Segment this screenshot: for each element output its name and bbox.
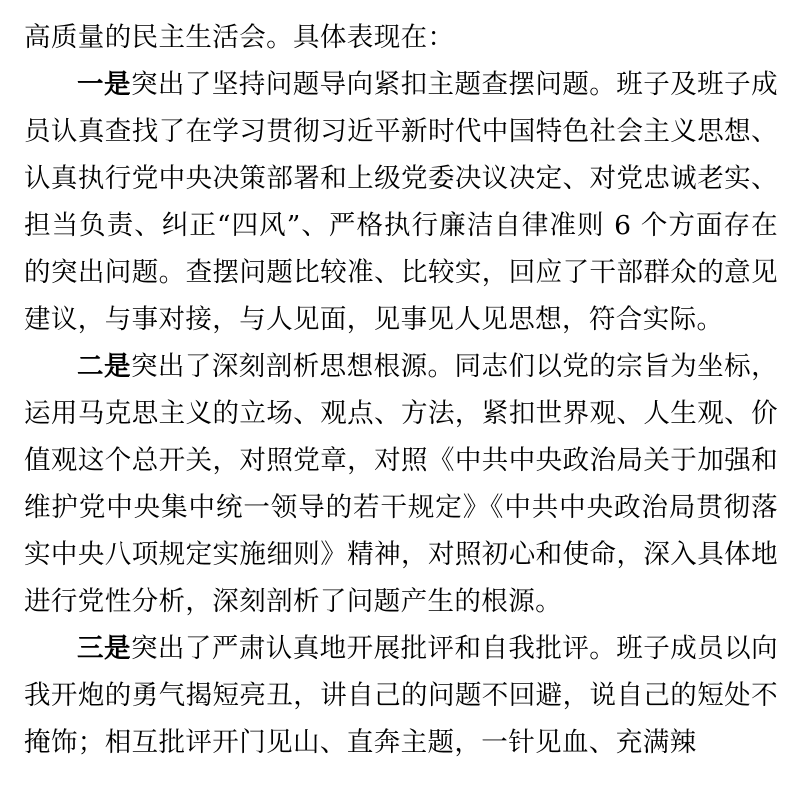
- paragraph-point-three: [24, 625, 778, 766]
- paragraph-point-two: [24, 343, 778, 625]
- paragraph-text: 突出了严肃认真地开展批评和自我批评。班子成员以向我开炮的勇气揭短亮丑，讲自己的问题不回避，说自己的短处不掩饰；相互批评开门见山、直奔主题，一针见血、充满辣: [24, 633, 778, 758]
- paragraph-lead-label: 一是: [77, 69, 131, 100]
- paragraph-text: 突出了坚持问题导向紧扣主题查摆问题。班子及班子成员认真查找了在学习贯彻习近平新时代中国特色社会主义思想、认真执行党中央决策部署和上级党委决议决定、对党忠诚老实、担当负责、纠正“四风”、严格执行廉洁自律准则 6 个方面存在的突出问题。查摆问题比较准、比较实，回应了干部群众的意见建议，与事对接，与人见面，见事见人见思想，符合实际。: [24, 69, 778, 335]
- paragraph-lead-label: 二是: [77, 351, 131, 382]
- document-body: [24, 14, 778, 766]
- paragraph-text: 高质量的民主生活会。具体表现在：: [24, 22, 455, 53]
- paragraph-intro: [24, 14, 778, 61]
- paragraph-lead-label: 三是: [77, 633, 131, 664]
- paragraph-point-one: [24, 61, 778, 343]
- paragraph-text: 突出了深刻剖析思想根源。同志们以党的宗旨为坐标，运用马克思主义的立场、观点、方法，紧扣世界观、人生观、价值观这个总开关，对照党章，对照《中共中央政治局关于加强和维护党中央集中统一领导的若干规定》《中共中央政治局贯彻落实中央八项规定实施细则》精神，对照初心和使命，深入具体地进行党性分析，深刻剖析了问题产生的根源。: [24, 351, 778, 617]
